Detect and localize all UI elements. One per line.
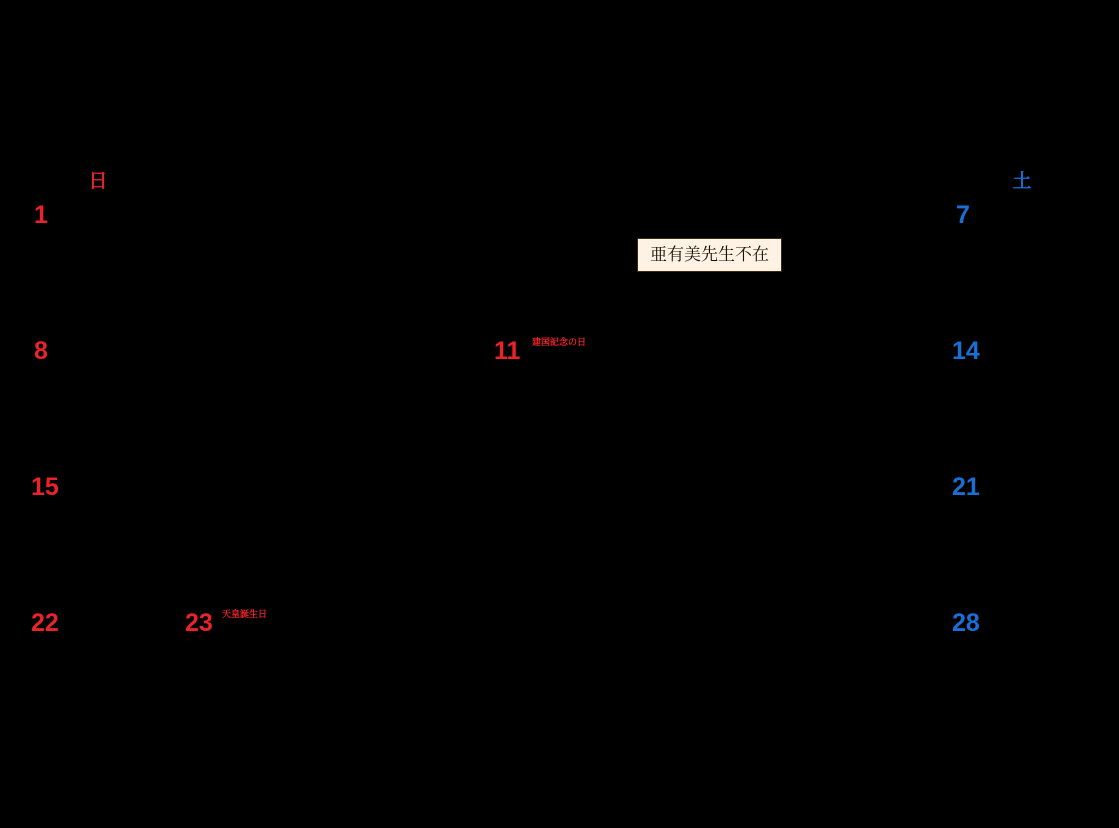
day-cell[interactable]: 22 — [31, 609, 59, 637]
day-cell[interactable]: 14 — [952, 337, 980, 365]
weekday-header-sunday: 日 — [88, 171, 108, 192]
day-cell[interactable]: 23 — [185, 609, 213, 637]
day-cell[interactable]: 1 — [34, 201, 48, 229]
calendar-event-chip[interactable]: 亜有美先生不在 — [637, 238, 782, 272]
day-cell[interactable]: 15 — [31, 473, 59, 501]
day-cell[interactable]: 7 — [956, 201, 970, 229]
holiday-label: 建国記念の日 — [532, 337, 587, 347]
day-cell[interactable]: 11 — [494, 337, 521, 365]
day-cell[interactable]: 8 — [34, 337, 48, 365]
day-cell[interactable]: 21 — [952, 473, 980, 501]
weekday-header-saturday: 土 — [1012, 171, 1032, 192]
holiday-label: 天皇誕生日 — [222, 609, 268, 619]
day-cell[interactable]: 28 — [952, 609, 980, 637]
